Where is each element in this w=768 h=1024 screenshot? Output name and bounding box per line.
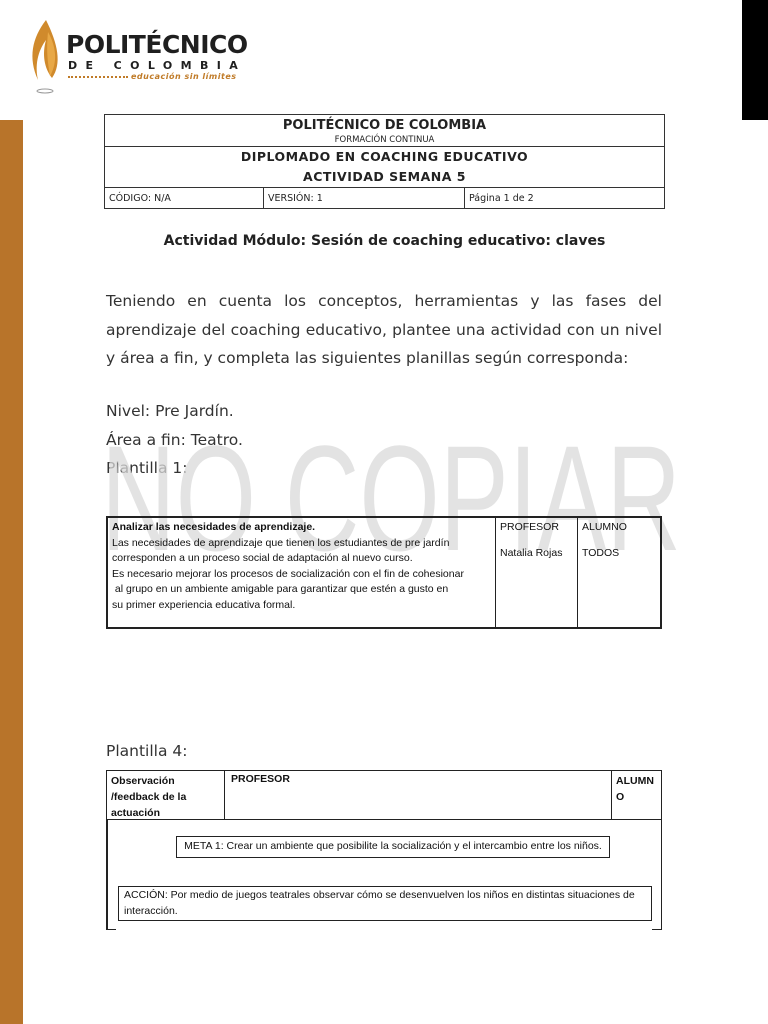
logo-subtitle: DE COLOMBIA — [68, 59, 247, 72]
student-value: TODOS — [582, 546, 620, 559]
version-cell: VERSIÓN: 1 — [264, 188, 465, 209]
template4-body — [106, 820, 662, 930]
needs-line-1: Las necesidades de aprendizaje que tienen los estudiantes de pre jardín — [112, 536, 450, 549]
needs-cell — [108, 518, 496, 627]
template1-label: Plantilla 1: — [106, 459, 188, 477]
needs-line-5: su primer experiencia educativa formal. — [112, 598, 296, 611]
activity-title: Actividad Módulo: Sesión de coaching educativo: claves — [163, 233, 606, 249]
document-header-table — [104, 114, 665, 209]
politecnico-logo — [28, 18, 258, 98]
flame-icon — [28, 18, 64, 98]
observation-header: Observación /feedback de la actuación — [107, 771, 225, 819]
goal-box: META 1: Crear un ambiente que posibilite la socialización y el intercambio entre los niños. — [176, 836, 610, 858]
orange-side-bar — [0, 120, 23, 1024]
intro-paragraph: Teniendo en cuenta los conceptos, herramientas y las fases del aprendizaje del coaching educativo, plantee una actividad con un nivel y área a fin, y completa las siguientes planillas según corresponda: — [106, 292, 662, 367]
student-cell — [578, 518, 660, 627]
activity-week: ACTIVIDAD SEMANA 5 — [303, 169, 466, 184]
logo-tagline: educación sin límites — [68, 72, 237, 81]
action-box: ACCIÓN: Por medio de juegos teatrales observar cómo se desenvuelven los niños en distintas situaciones de interacción. — [118, 886, 652, 921]
template1-table — [106, 516, 662, 629]
template4-header-row — [106, 770, 662, 820]
needs-line-4: al grupo en un ambiente amigable para garantizar que estén a gusto en — [112, 583, 449, 595]
teacher-header: PROFESOR — [231, 773, 290, 785]
institution-name: POLITÉCNICO DE COLOMBIA — [282, 118, 487, 133]
needs-line-3: Es necesario mejorar los procesos de socialización con el fin de cohesionar — [112, 567, 464, 580]
logo-name: POLITÉCNICO — [66, 30, 248, 59]
page-cell: Página 1 de 2 — [465, 188, 665, 209]
student-header: ALUMNO — [582, 521, 627, 533]
corner-black-block — [742, 0, 768, 120]
needs-heading: Analizar las necesidades de aprendizaje. — [112, 521, 316, 533]
watermark-text: NO COPIAR — [101, 414, 681, 562]
teacher-cell — [496, 518, 578, 627]
needs-line-2: corresponden a un proceso social de adaptación al nuevo curso. — [112, 552, 413, 564]
level-line: Nivel: Pre Jardín. — [106, 402, 234, 420]
program-title: DIPLOMADO EN COACHING EDUCATIVO — [240, 149, 529, 164]
code-cell: CÓDIGO: N/A — [105, 188, 264, 209]
teacher-name: Natalia Rojas — [500, 546, 563, 559]
area-line: Área a fin: Teatro. — [106, 431, 243, 449]
program-cell — [105, 147, 665, 188]
institution-cell — [105, 115, 665, 147]
template4-label: Plantilla 4: — [106, 742, 188, 760]
teacher-header: PROFESOR — [500, 521, 559, 533]
department-name: FORMACIÓN CONTINUA — [334, 135, 435, 145]
student-header: ALUMNO — [611, 771, 659, 819]
